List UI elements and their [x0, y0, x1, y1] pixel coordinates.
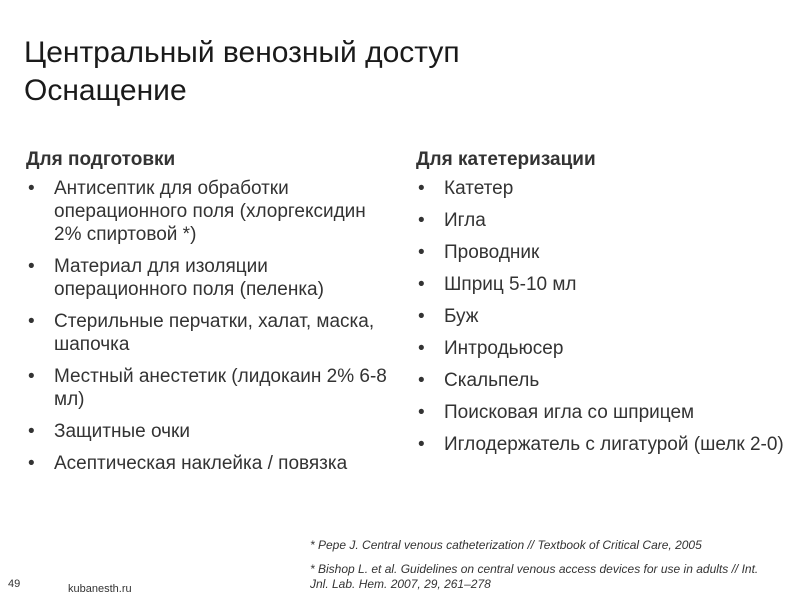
list-item: • Игла: [416, 209, 786, 232]
site-url: kubanesth.ru: [68, 583, 132, 595]
catheterization-column: [416, 148, 786, 465]
list-item: • Защитные очки: [26, 420, 396, 443]
list-item: • Материал для изоляции операционного поля (пеленка): [26, 255, 396, 301]
preparation-heading: Для подготовки: [26, 149, 176, 170]
list-item: • Катетер: [416, 177, 786, 200]
catheterization-list: [416, 177, 786, 456]
list-item: • Проводник: [416, 241, 786, 264]
list-item: • Буж: [416, 305, 786, 328]
catheterization-heading: Для катетеризации: [416, 149, 596, 170]
slide-title-line-2: Оснащение: [24, 74, 187, 107]
list-item: • Иглодержатель с лигатурой (шелк 2-0): [416, 433, 786, 456]
list-item: • Стерильные перчатки, халат, маска, шапочка: [26, 310, 396, 356]
slide-title-line-1: Центральный венозный доступ: [24, 36, 460, 69]
list-item: • Антисептик для обработки операционного поля (хлоргексидин 2% спиртовой *): [26, 177, 396, 246]
preparation-column: [26, 148, 396, 484]
reference-pepe: * Pepe J. Central venous catheterization // Textbook of Critical Care, 2005: [310, 538, 702, 552]
slide-title: [24, 34, 460, 110]
preparation-list: [26, 177, 396, 475]
reference-bishop: * Bishop L. et al. Guidelines on central venous access devices for use in adults // Int. Jnl. Lab. Hem. 2007, 29, 261–278: [310, 562, 759, 591]
list-item: • Интродьюсер: [416, 337, 786, 360]
list-item: • Асептическая наклейка / повязка: [26, 452, 396, 475]
list-item: • Поисковая игла со шприцем: [416, 401, 786, 424]
list-item: • Шприц 5-10 мл: [416, 273, 786, 296]
list-item: • Скальпель: [416, 369, 786, 392]
list-item: • Местный анестетик (лидокаин 2% 6-8 мл): [26, 365, 396, 411]
page-number: 49: [8, 578, 21, 590]
